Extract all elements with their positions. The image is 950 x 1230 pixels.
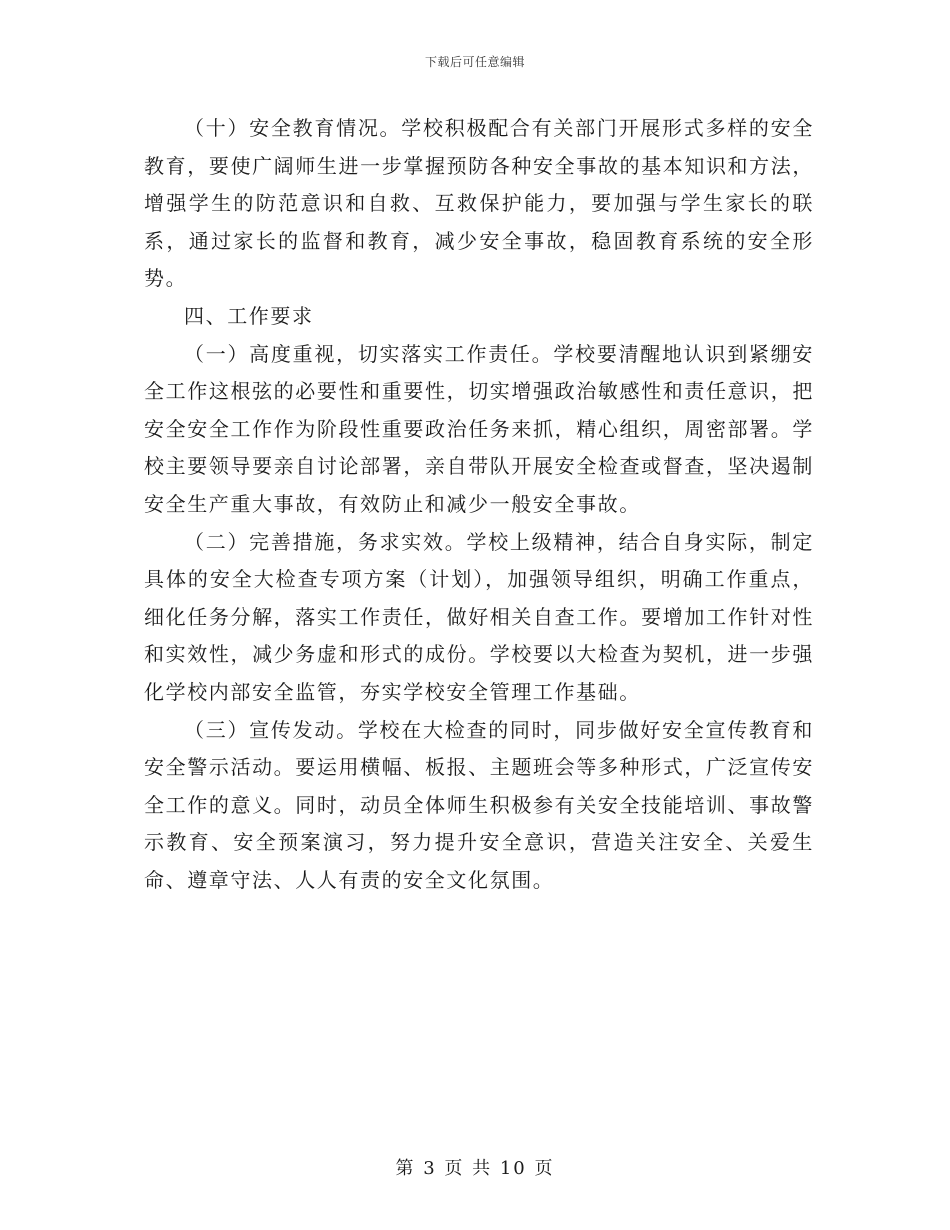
paragraph-requirement-2: （二）完善措施，务求实效。学校上级精神，结合自身实际，制定具体的安全大检查专项方案（计划），加强领导组织，明确工作重点，细化任务分解，落实工作责任，做好相关自查工作。要增加工作针对性和实效性，减少务虚和形式的成份。学校要以大检查为契机，进一步强化学校内部安全监管，夯实学校安全管理工作基础。 [144,529,814,704]
paragraph-requirement-1: （一）高度重视，切实落实工作责任。学校要清醒地认识到紧绷安全工作这根弦的必要性和重要性，切实增强政治敏感性和责任意识，把安全安全工作作为阶段性重要政治任务来抓，精心组织，周密部署。学校主要领导要亲自讨论部署，亲自带队开展安全检查或督查，坚决遏制安全生产重大事故，有效防止和减少一般安全事故。 [144,341,814,516]
page-header: 下载后可任意编辑 [424,55,525,69]
paragraph-requirement-3: （三）宣传发动。学校在大检查的同时，同步做好安全宣传教育和安全警示活动。要运用横幅、板报、主题班会等多种形式，广泛宣传安全工作的意义。同时，动员全体师生积极参有关安全技能培训、事故警示教育、安全预案演习，努力提升安全意识，营造关注安全、关爱生命、遵章守法、人人有责的安全文化氛围。 [144,717,814,892]
paragraph-safety-education: （十）安全教育情况。学校积极配合有关部门开展形式多样的安全教育，要使广阔师生进一步掌握预防各种安全事故的基本知识和方法，增强学生的防范意识和自救、互救保护能力，要加强与学生家长的联系，通过家长的监督和教育，减少安全事故，稳固教育系统的安全形势。 [144,116,814,291]
section-heading-work-requirements: 四、工作要求 [184,303,314,328]
page-number-footer: 第 3 页 共 10 页 [395,1158,555,1179]
document-body [144,110,814,899]
